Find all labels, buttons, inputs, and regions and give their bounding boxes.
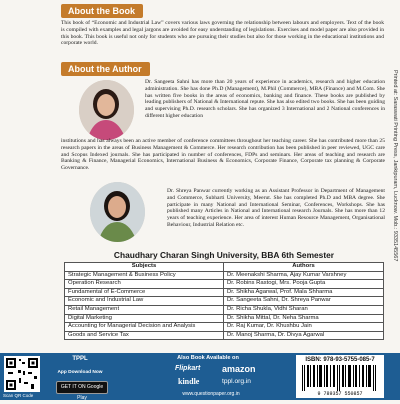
barcode-digits: 9 789357 550857	[317, 391, 363, 396]
about-book-text: This book of “Economic and Industrial Law” covers various laws governing the relationship between labours and employers. Text of the book is compiled with examples and legal jargons are avoided for easy understanding of legislations. Exercises and model paper are also provided in this book. This book is useful not only for students who are pursuing their studies but also for those working in the educational institutions and corporate world.	[61, 20, 384, 47]
author1-photo	[79, 80, 134, 140]
author2-bio: Dr. Shreya Panwar currently working as an Assistant Professor in Department of Management and Commerce, Subharti University, Meerut. She has completed Ph.D and MBA degree. She participate in many National and International Seminar, Conferences, Workshops. She has published many Articles in National and International research Journals. She has more than 12 years of teaching experience. Her area of interest Human Resource Management, Organisational Behaviour, Industrial Relation etc.	[167, 188, 385, 228]
app-download-text: App Download Now	[57, 370, 103, 375]
authors-header: Authors	[224, 263, 384, 272]
tppl-website[interactable]: tppl.org.in	[222, 378, 251, 385]
table-row	[65, 288, 384, 297]
author-cell: Dr. Robins Rastogi, Mrs. Pooja Gupta	[224, 280, 384, 289]
university-title: Chaudhary Charan Singh University, BBA 6th Semester	[113, 250, 335, 260]
author-cell: Dr. Richa Shukla, Vidhi Sharan	[224, 305, 384, 314]
printer-info: Printed at: Saraswati Printing Press, Jankipuram, Lucknow. Mob.: 9335145567	[392, 70, 398, 262]
author2-photo	[90, 182, 145, 242]
subject-cell: Economic and Industrial Law	[65, 297, 224, 306]
subject-cell: Accounting for Managerial Decision and Analysis	[65, 323, 224, 332]
table-row	[65, 271, 384, 280]
table-row	[65, 297, 384, 306]
table-row	[65, 323, 384, 332]
subject-cell: Fundamental of E-Commerce	[65, 288, 224, 297]
author-cell: Dr. Meenakshi Sharma, Ajay Kumar Varshney	[224, 271, 384, 280]
subject-cell: Goods and Service Tax	[65, 331, 224, 340]
table-row	[65, 314, 384, 323]
subjects-table	[64, 262, 384, 340]
subject-cell: Digital Marketing	[65, 314, 224, 323]
google-play-badge[interactable]: GET IT ON Google Play	[56, 381, 108, 394]
question-paper-website[interactable]: www.questionpaper.org.in	[182, 391, 240, 397]
author-cell: Dr. Sangeeta Sahni, Dr. Shreya Panwar	[224, 297, 384, 306]
subject-cell: Strategic Management & Business Policy	[65, 271, 224, 280]
tppl-logo: TPPL	[72, 356, 88, 362]
subject-cell: Operation Research	[65, 280, 224, 289]
qr-caption: Scan QR Code	[3, 393, 34, 398]
author-cell: Dr. Manoj Sharma, Dr. Divya Agarwal	[224, 331, 384, 340]
kindle-logo[interactable]: kindle	[178, 377, 200, 386]
author-cell: Dr. Shikha Mittal, Dr. Neha Sharma	[224, 314, 384, 323]
qr-code	[4, 356, 40, 392]
table-row	[65, 305, 384, 314]
amazon-logo[interactable]: amazon	[222, 364, 256, 374]
author1-bio-continued: institutions and has always been an active member of conference committees throughout her teaching career. She has contributed more than 25 research papers in the areas of Business Management & Commerce. Her research contribution has been published in peer reviewed, UGC care and Scopus Indexed journals. She has participated in number of conferences, FDPs and seminars. Her areas of teaching and research are Banking & Finance, Managerial Economics, International Business & Economics, Corporate Finance, Corporate tax planning & Corporate Governance.	[61, 138, 385, 171]
author-cell: Dr. Raj Kumar, Dr. Khushbu Jain	[224, 323, 384, 332]
about-author-heading: About the Author	[61, 62, 150, 76]
isbn-text: ISBN: 978-93-5755-085-7	[305, 357, 375, 363]
table-row	[65, 280, 384, 289]
table-row	[65, 331, 384, 340]
table-header-row	[65, 263, 384, 272]
flipkart-logo[interactable]: Flipkart	[175, 365, 201, 372]
author-cell: Dr. Shikha Agarwal, Prof. Mala Shharma	[224, 288, 384, 297]
author1-bio: Dr. Sangeeta Sahni has more than 20 years of experience in academics, research and higher education administration. She has done Ph.D (Management), M.Phil (Commerce), MBA (Finance) and M.Com. She has written five books in the areas of economics, banking and finance. These books are published by leading publishers of National & International repute. She has also edited two books. She has been guiding and supervising Ph.D. research scholars. She has organized 3 International and 2 National conferences in different higher education	[145, 79, 385, 119]
barcode	[300, 365, 380, 401]
subjects-header: Subjects	[65, 263, 224, 272]
subject-cell: Retail Management	[65, 305, 224, 314]
available-on-text: Also Book Available on	[177, 355, 239, 361]
about-book-heading: About the Book	[61, 4, 143, 18]
